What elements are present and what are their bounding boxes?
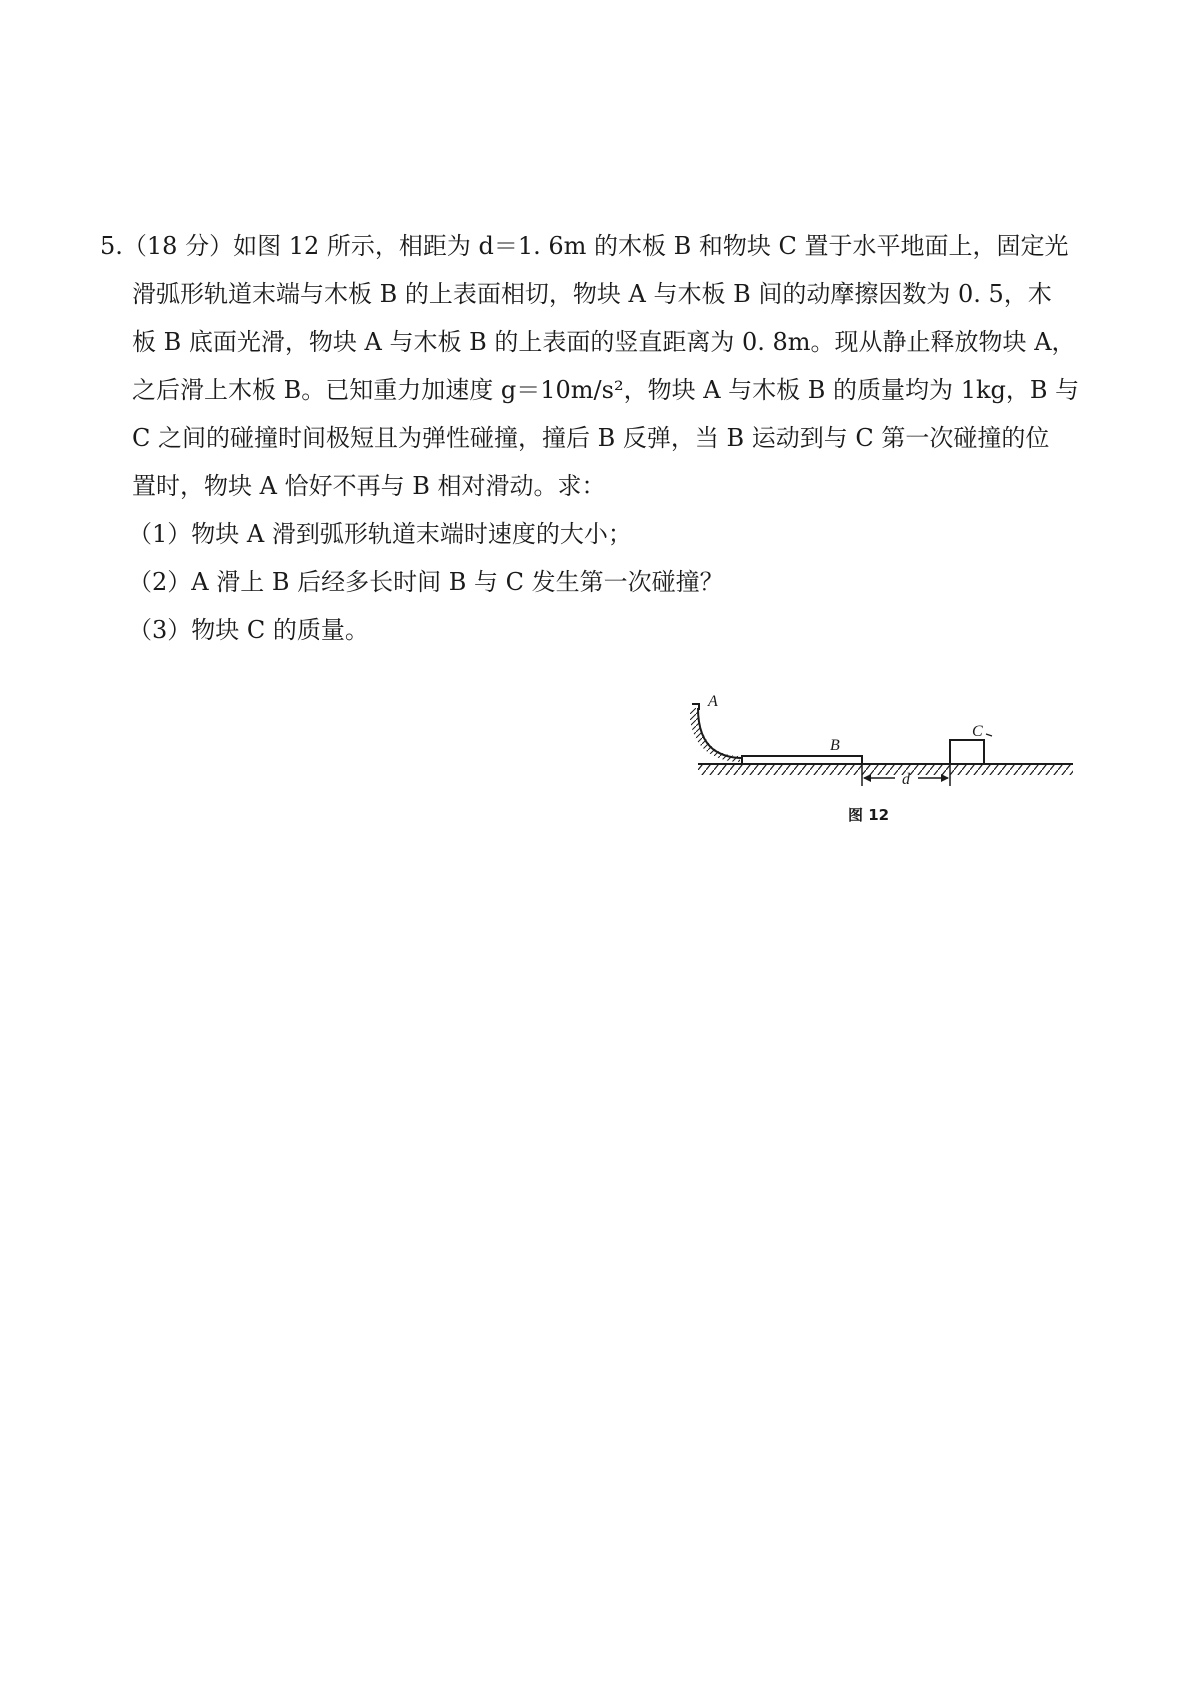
- plank-b: [742, 756, 862, 764]
- arrowhead-right: [941, 774, 949, 782]
- label-c-mark: [986, 734, 992, 736]
- problem-line-2: 滑弧形轨道末端与木板 B 的上表面相切，物块 A 与木板 B 间的动摩擦因数为 0. 5，木: [132, 280, 1052, 308]
- problem-line-6: 置时，物块 A 恰好不再与 B 相对滑动。求：: [132, 472, 606, 500]
- physics-diagram: [690, 690, 1090, 840]
- label-c: C: [972, 723, 983, 740]
- problem-line-5: C 之间的碰撞时间极短且为弹性碰撞，撞后 B 反弹，当 B 运动到与 C 第一次碰撞的位: [132, 424, 1050, 452]
- label-a: A: [708, 693, 718, 710]
- problem-block: [100, 222, 1100, 654]
- problem-line-3: 板 B 底面光滑，物块 A 与木板 B 的上表面的竖直距离为 0. 8m。现从静止释放物块 A，: [132, 328, 1076, 356]
- problem-line-1: 5.（18 分）如图 12 所示，相距为 d＝1. 6m 的木板 B 和物块 C 置于水平地面上，固定光: [100, 232, 1069, 260]
- label-b: B: [830, 737, 840, 754]
- block-c: [950, 740, 984, 764]
- figure-12: [690, 690, 1090, 840]
- arrowhead-left: [863, 774, 871, 782]
- question-2: （2）A 滑上 B 后经多长时间 B 与 C 发生第一次碰撞？: [128, 568, 724, 596]
- question-3: （3）物块 C 的质量。: [128, 616, 369, 644]
- label-d: d: [902, 771, 910, 788]
- ground-hatching: [698, 764, 1073, 775]
- curved-track: [698, 708, 742, 758]
- problem-line-4: 之后滑上木板 B。已知重力加速度 g＝10m/s²，物块 A 与木板 B 的质量均为 1kg，B 与: [132, 376, 1080, 404]
- figure-caption: 图 12: [848, 806, 890, 824]
- question-1: （1）物块 A 滑到弧形轨道末端时速度的大小；: [128, 520, 632, 548]
